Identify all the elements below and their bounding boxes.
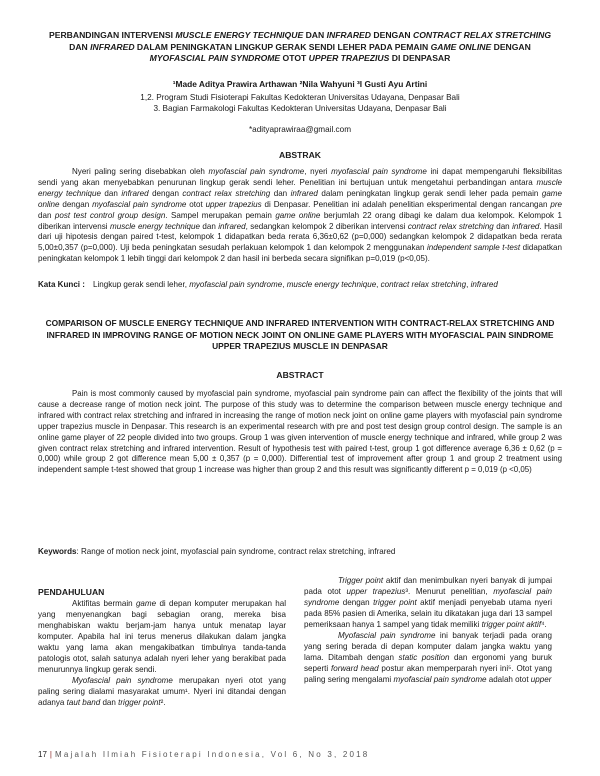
- affiliation-1: 1,2. Program Studi Fisioterapi Fakultas Kedokteran Universitas Udayana, Denpasar Bali: [140, 93, 460, 102]
- corresponding-email[interactable]: *adityaprawiraa@gmail.com: [248, 125, 352, 134]
- keywords-values: : Range of motion neck joint, myofascial pain syndrome, contract relax stretching, infrared: [76, 547, 396, 556]
- footer-separator: |: [49, 750, 52, 759]
- left-paragraph-2: Myofascial pain syndrome merupakan nyeri otot yang paling sering dialami masyarakat umum¹. Nyeri ini ditandai dengan adanya taut band dan trigger point².: [38, 675, 287, 707]
- left-column: [38, 575, 286, 708]
- kata-kunci-label: Kata Kunci :: [38, 280, 85, 289]
- abstract-heading: ABSTRACT: [276, 370, 324, 380]
- right-paragraph-2: Myofascial pain syndrome ini banyak terjadi pada orang yang sering berada di depan komputer dalam jangka waktu yang lama. Ditambah dengan static position dan ergonomi yang buruk seperti forward head postur akan memperparah nyeri ini⁵. Otot yang paling sering mengalami myofascial pain syndrome adalah otot upper: [304, 630, 553, 684]
- journal-name: Majalah Ilmiah Fisioterapi Indonesia, Vol 6, No 3, 2018: [54, 750, 370, 759]
- kata-kunci: [38, 280, 562, 291]
- pendahuluan-heading: PENDAHULUAN: [38, 587, 105, 597]
- abstract-body: Pain is most commonly caused by myofascial pain syndrome, myofascial pain syndrome pain can affect the flexibility of the joints that will cause a decrease range of motion neck joint. The purpose of this study was to determine the comparison between muscle energy technique and infrared with contract relax stretching and infrared in increasing the range of motion neck joint on online game players with myofascial pain syndrome upper trapezius muscle in Denpasar. This research is an experimental research with pre and post test design group control design. The sample is an online game player of 22 people divided into two groups. Group 1 was given intervention of muscle energy technique and infrared, while group 2 was given contract relax stretching and infrared intervention. Result of hypothesis test with paired t-test, group 1 got difference average 6,36 ± 0,62 (p = 0,000) while group 2 got difference mean 5,00 ± 0,357 (p = 0,000). Differential test of improvement after group 1 and group 2 treatment using independent sample t-test showed that group 1 increase was higher than group 2 and this result was significantly different p = 0,019 (p <0,05): [38, 389, 562, 475]
- affiliations: [40, 92, 560, 114]
- right-column: [304, 576, 552, 686]
- abstrak-body: Nyeri paling sering disebabkan oleh myofascial pain syndrome, nyeri myofascial pain syndrome ini dapat mempengaruhi fleksibilitas sendi yang akan menyebabkan penurunan lingkup gerak sendi leher. Penelitian ini bertujuan untuk mengetahui perbandingan antara muscle energy technique dan infrared dengan contract relax stretching dan infrared dalam peningkatan lingkup gerak sendi leher pada pemain game online dengan myofascial pain syndrome otot upper trapezius di Denpasar. Penelitian ini adalah penelitian eksperimental dengan rancangan pre dan post test control group design. Sampel merupakan pemain game online berjumlah 22 orang dibagi ke dalam dua kelompok. Kelompok 1 diberikan intervensi muscle energy technique dan infrared, sedangkan kelompok 2 diberikan intervensi contract relax stretching dan infrared. Hasil dari uji hipotesis dengan paired t-test, kelompok 1 didapatkan beda rerata 6,36±0,62 (p=0,000) sedangkan kelompok 2 didapatkan beda rerata 5,00±0,357 (p=0,000). Uji beda peningkatan sesudah perlakuan kelompok 1 dan kelompok 2 menggunakan independent sample t-test didapatkan peningkatan kelompok 1 lebih tinggi dari kelompok 2 dan hasil ini berbeda secara signifikan p=0,019 (p<0,05).: [38, 167, 563, 264]
- affiliation-2: 3. Bagian Farmakologi Fakultas Kedokteran Universitas Udayana, Denpasar Bali: [153, 104, 447, 113]
- page-footer: [38, 750, 562, 759]
- author-list: ¹Made Aditya Prawira Arthawan ²Nila Wahyuni ³I Gusti Ayu Artini: [172, 79, 428, 89]
- abstrak-heading: ABSTRAK: [278, 150, 321, 160]
- paper-title-en: COMPARISON OF MUSCLE ENERGY TECHNIQUE AND INFRARED INTERVENTION WITH CONTRACT-RELAX STRETCHING AND INFRARED IN IMPROVING RANGE OF MOTION NECK JOINT ON ONLINE GAME PLAYERS WITH MYOFASCIAL PAIN SINDROME UPPER TRAPEZIUS MUSCLE IN DENPASAR: [45, 318, 555, 352]
- keywords: [38, 547, 562, 556]
- left-paragraph-1: Aktifitas bermain game di depan komputer merupakan hal yang menyenangkan bagi sebagian orang, mereka bisa menghabiskan waktu berjam-jam hanya untuk menatap layar komputer. Apabila hal ini terus menerus dilakukan dalam jangka waktu yang lama akan mengakibatkan timbulnya tanda-tanda patologis otot, salah satunya adalah nyeri leher yang berakibat pada menurunnya lingkup gerak sendi.: [38, 598, 287, 674]
- right-paragraph-1: Trigger point aktif dan menimbulkan nyeri banyak di jumpai pada otot upper trapezius³. Menurut penelitian, myofascial pain syndrome dengan trigger point aktif menjadi penyebab utama nyeri pada 85% pasien di Amerika, selain itu dikatakan juga dari 13 sampel pemeriksaan hanya 1 sampel yang tidak memiliki trigger point aktif⁴.: [304, 576, 553, 629]
- keywords-label: Keywords: [38, 547, 77, 556]
- paper-title-id: PERBANDINGAN INTERVENSI MUSCLE ENERGY TECHNIQUE DAN INFRARED DENGAN CONTRACT RELAX STRETCHING DAN INFRARED DALAM PENINGKATAN LINGKUP GERAK SENDI LEHER PADA PEMAIN GAME ONLINE DENGAN MYOFASCIAL PAIN SYNDROME OTOT UPPER TRAPEZIUS DI DENPASAR: [48, 30, 552, 64]
- kata-kunci-values: Lingkup gerak sendi leher, myofascial pain syndrome, muscle energy technique, contract relax stretching, infrared: [93, 280, 498, 289]
- page-number: 17: [38, 750, 47, 759]
